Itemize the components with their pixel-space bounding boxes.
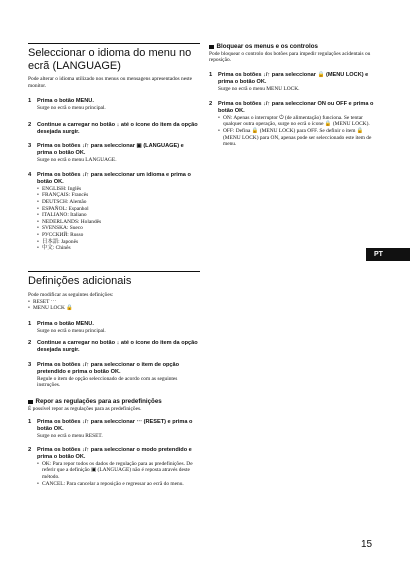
section-rule (28, 43, 200, 44)
step-title: Prima os botões ↓/↑ para seleccionar ▣ (LANGUAGE) e prima o botão OK. (37, 143, 184, 156)
language-list (37, 186, 200, 252)
step-number: 1 (28, 321, 32, 327)
language-item: • NEDERLANDS: Holandês (37, 218, 102, 225)
language-item: • 日本語: Japonês (37, 238, 79, 245)
lock-step-2 (209, 101, 374, 148)
step-number: 1 (28, 419, 32, 425)
square-bullet-icon (28, 400, 33, 405)
reset-heading: Repor as regulações para as predefinições (35, 398, 162, 405)
language-tab: PT (366, 248, 410, 261)
section2-step-3 (28, 362, 200, 389)
step-title: Prima os botões ↓/↑ para seleccionar 🔒 (MENU LOCK) e prima o botão OK. (218, 72, 369, 85)
section2-intro: Pode modificar as seguintes definições: • RESET ⋯ • MENU LOCK 🔒 (28, 292, 114, 312)
lock-intro: Pode bloquear o controlo dos botões para impedir regulações acidentais ou reposição. (209, 50, 371, 64)
step-text: Surge no ecrã o menu MENU LOCK. (218, 85, 300, 92)
reset-section (28, 398, 200, 412)
reset-step-2 (28, 447, 200, 487)
section1-step-3 (28, 143, 200, 163)
language-item: • ESPAÑOL: Espanhol (37, 205, 89, 212)
section1-title: Seleccionar o idioma do menu no ecrã (LANGUAGE) (28, 47, 192, 72)
option-reset: RESET ⋯ (33, 298, 57, 305)
step-number: 2 (28, 447, 32, 453)
step-number: 2 (28, 122, 32, 128)
reset-step-1 (28, 419, 200, 439)
step-text: Surge no ecrã o menu principal. (37, 104, 106, 111)
language-item: • FRANÇAIS: Francês (37, 192, 89, 199)
step-title: Prima os botões ↓/↑ para seleccionar ⋯ (RESET) e prima o botão OK. (37, 419, 193, 432)
lock-heading: Bloquear os menus e os controlos (216, 43, 318, 50)
language-item: • ITALIANO: Italiano (37, 212, 87, 219)
section1-step-4 (28, 172, 200, 252)
step-number: 3 (28, 143, 32, 149)
step-title: Prima os botões ↓/↑ para seleccionar o modo pretendido e prima o botão OK. (37, 447, 192, 460)
section2-title: Definições adicionais (28, 275, 132, 287)
step-text: Surge no ecrã o menu RESET. (37, 432, 103, 439)
language-item: • 中文: Chinês (37, 245, 71, 252)
reset-intro: É possível repor as regulações para as predefinições. (28, 405, 142, 412)
step-title: Prima o botão MENU. (37, 321, 94, 327)
lock-step-1 (209, 72, 374, 92)
lock-bullet-off: • OFF: Defina 🔒 (MENU LOCK) para OFF. Se definir o item 🔒 (MENU LOCK) para ON, apenas pode ser seleccionado este item de menu. (218, 128, 372, 148)
step-number: 2 (209, 101, 213, 107)
reset-bullet-cancel: • CANCEL: Para cancelar a reposição e regressar ao ecrã do menu. (37, 480, 184, 487)
section-rule (28, 271, 200, 272)
section1-step-1 (28, 98, 200, 112)
lock-section (209, 43, 374, 64)
section2-step-1 (28, 321, 200, 335)
section1-intro: Pode alterar o idioma utilizado nos menus ou mensagens apresentados neste monitor. (28, 76, 193, 89)
step-number: 1 (28, 98, 32, 104)
language-item: • SVENSKA: Sueco (37, 225, 83, 232)
step-title: Continue a carregar no botão ↓ até o ícone do item da opção desejada surgir. (37, 340, 198, 353)
page-number: 15 (361, 539, 373, 550)
section2-step-2 (28, 340, 200, 354)
step-number: 1 (209, 72, 213, 78)
language-item: • РУССКИЙ: Russo (37, 231, 84, 238)
lock-bullet-on: • ON: Apenas o interruptor ⏻ (de alimentação) funciona. Se tentar qualquer outra operação, surge no ecrã o ícone 🔒 (MENU LOCK). (218, 114, 370, 128)
step-number: 2 (28, 340, 32, 346)
step-title: Prima o botão MENU. (37, 98, 94, 104)
language-item: • DEUTSCH: Alemão (37, 199, 87, 205)
step-title: Prima os botões ↓/↑ para seleccionar o item de opção pretendido e prima o botão OK. (37, 362, 180, 375)
step-number: 3 (28, 362, 32, 368)
step-text: Surge no ecrã o menu principal. (37, 327, 106, 334)
square-bullet-icon (209, 45, 214, 50)
reset-bullet-ok: • OK: Para repor todos os dados de regulação para as predefinições. De referir que a definição ▣ (LANGUAGE) não é reposta através deste método. (37, 460, 193, 480)
section1-step-2 (28, 122, 200, 136)
option-menu-lock: MENU LOCK 🔒 (33, 305, 73, 312)
step-number: 4 (28, 172, 32, 178)
step-title: Continue a carregar no botão ↓ até o ícone do item da opção desejada surgir. (37, 122, 198, 135)
language-item: • ENGLISH: Inglês (37, 185, 82, 192)
step-title: Prima os botões ↓/↑ para seleccionar ON ou OFF e prima o botão OK. (218, 101, 374, 114)
step-text: Surge no ecrã o menu LANGUAGE. (37, 156, 117, 163)
step-title: Prima os botões ↓/↑ para seleccionar um idioma e prima o botão OK. (37, 172, 191, 185)
step-text: Regule o item de opção seleccionado de acordo com as seguintes instruções. (37, 375, 178, 389)
